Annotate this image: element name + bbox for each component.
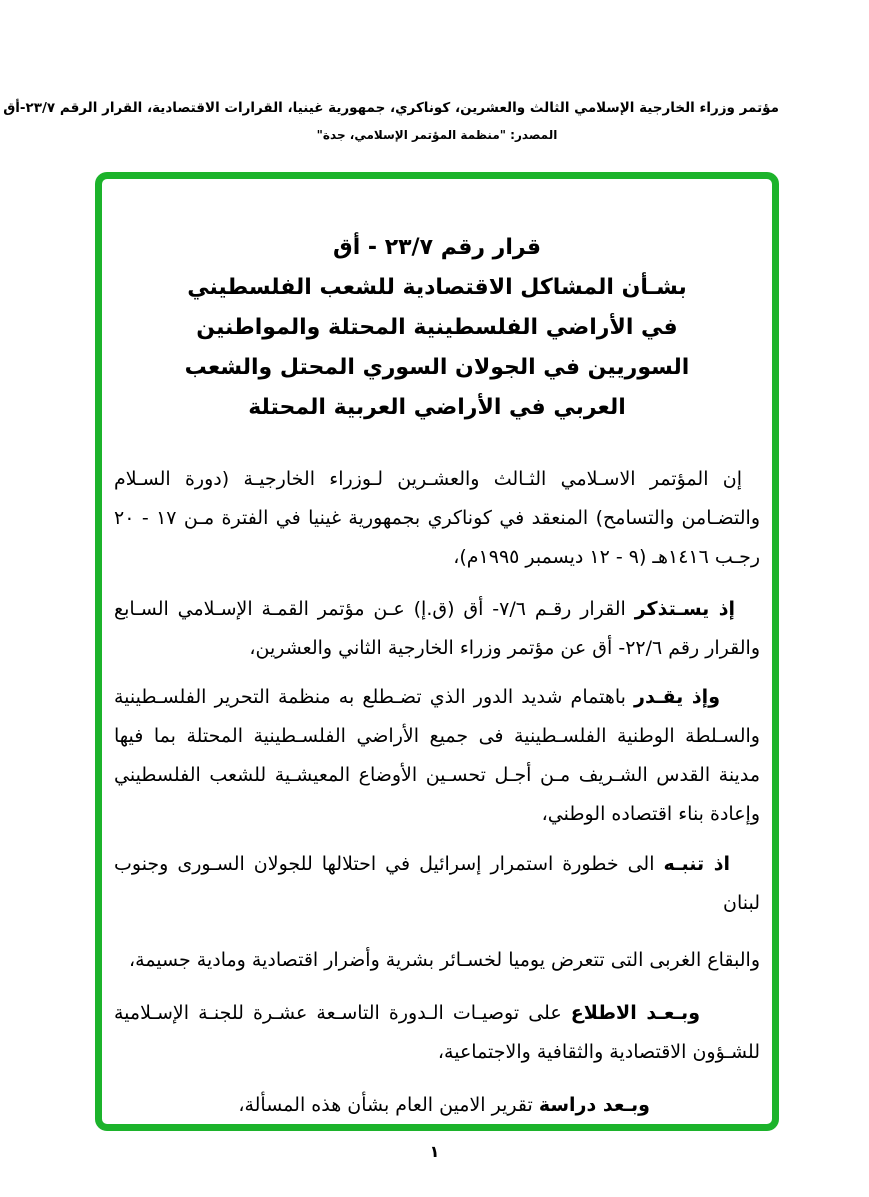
paragraph-noting-danger-cont bbox=[114, 941, 760, 980]
paragraph-noting-danger bbox=[114, 845, 760, 923]
title-line: السوريين في الجولان السوري المحتل والشعب bbox=[184, 355, 690, 380]
paragraph-having-reviewed bbox=[114, 994, 760, 1072]
title-line: قرار رقم ٢٣/٧ - أق bbox=[333, 235, 541, 260]
paragraph-text: إن المؤتمر الاسـلامي الثـالث والعشـرين لـوزراء الخارجيـة (دورة السـلام والتضـامن والتسامح) المنعقد في كوناكري بجمهورية غينيا في الفترة مـن ١٧ - ٢٠ رجـب ١٤١٦هـ (٩ - ١٢ ديسمبر ١٩٩٥م)، bbox=[114, 468, 761, 568]
paragraph-recalling bbox=[114, 590, 760, 668]
document-header bbox=[3, 100, 779, 142]
paragraph-lead: وبـعـد الاطلاع bbox=[570, 1002, 700, 1024]
paragraph-text: على توصيـات الـدورة التاسـعة عشـرة للجنـة الإسـلامية للشـؤون الاقتصادية والثقافية والاجتماعية، bbox=[114, 1002, 760, 1063]
paragraph-text: تقرير الامين العام بشأن هذه المسألة، bbox=[238, 1094, 539, 1116]
paragraph-preamble bbox=[114, 460, 760, 577]
title-line: العربي في الأراضي العربية المحتلة bbox=[248, 395, 626, 420]
paragraph-appreciating bbox=[114, 678, 760, 834]
title-line: في الأراضي الفلسطينية المحتلة والمواطنين bbox=[196, 315, 678, 340]
page-number: ١ bbox=[429, 1142, 440, 1161]
paragraph-text: القرار رقـم ٧/٦- أق (ق.إ) عـن مؤتمر القمـة الإسـلامي السـابع والقرار رقم ٢٢/٦- أق عن مؤتمر وزراء الخارجية الثاني والعشرين، bbox=[114, 598, 760, 659]
paragraph-lead: اذ تنبـه bbox=[663, 853, 730, 875]
header-source-line: المصدر: "منظمة المؤتمر الإسلامي، جدة" bbox=[316, 128, 558, 142]
title-line: بشـأن المشاكل الاقتصادية للشعب الفلسطيني bbox=[187, 275, 687, 300]
header-citation-line: مؤتمر وزراء الخارجية الإسلامي الثالث والعشرين، كوناكري، جمهورية غينيا، القرارات الاقتصادية، القرار الرقم ٢٣/٧-أق bbox=[3, 100, 779, 116]
paragraph-text: والبقاع الغربى التى تتعرض يوميا لخسـائر بشرية وأضرار اقتصادية ومادية جسيمة، bbox=[129, 949, 760, 971]
paragraph-text: الى خطورة استمرار إسرائيل في احتلالها للجولان السـورى وجنوب لبنان bbox=[114, 853, 760, 914]
paragraph-having-studied bbox=[114, 1086, 760, 1125]
paragraph-text: باهتمام شديد الدور الذي تضـطلع به منظمة التحرير الفلسـطينية والسـلطة الوطنية الفلسـطينية فى جميع الأراضي الفلسـطينية المحتلة بما فيها مدينة القدس الشـريف مـن أجـل تحسـين الأوضاع المعيشـية للشعب الفلسطيني وإعادة بناء اقتصاده الوطني، bbox=[114, 686, 760, 825]
resolution-box bbox=[95, 172, 779, 1131]
paragraph-lead: وبـعد دراسة bbox=[538, 1094, 650, 1116]
paragraph-lead: إذ يسـتذكر bbox=[634, 598, 735, 620]
paragraph-lead: وإذ يقـدر bbox=[634, 686, 721, 708]
resolution-title bbox=[112, 228, 762, 428]
resolution-body bbox=[112, 460, 762, 1125]
